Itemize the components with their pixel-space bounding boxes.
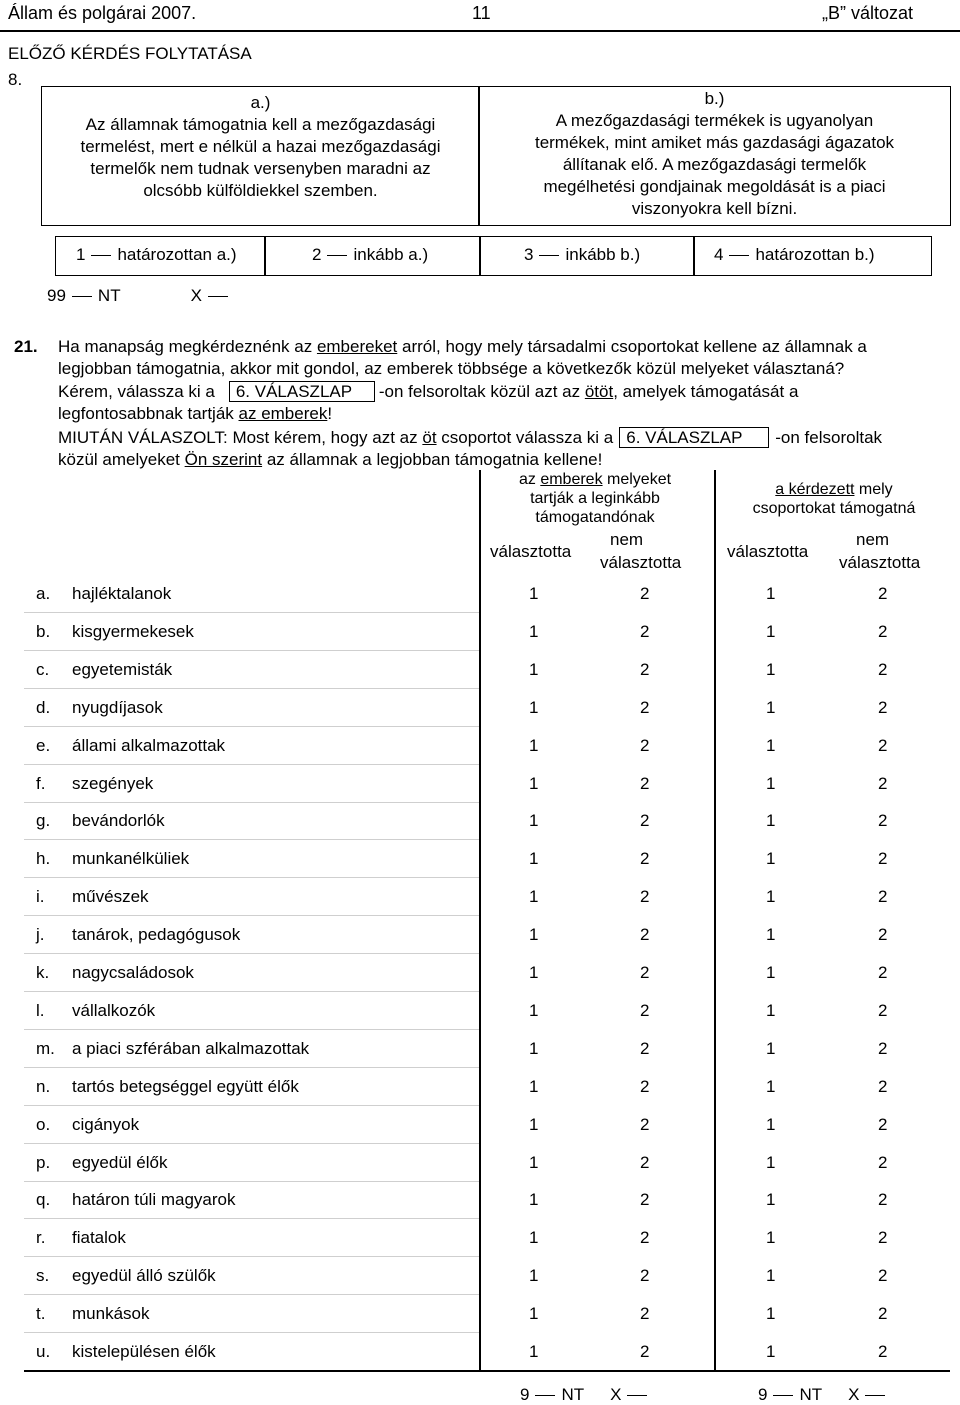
- row-label: tanárok, pedagógusok: [72, 925, 241, 945]
- row-separator: [24, 1294, 479, 1295]
- row-separator: [24, 1332, 479, 1333]
- code-respondent-selected[interactable]: 1: [766, 925, 776, 945]
- text: az államnak a legjobban támogatnia kellene!: [262, 450, 603, 469]
- code-respondent-selected[interactable]: 1: [766, 1076, 776, 1096]
- text: közül amelyeket: [58, 450, 185, 469]
- code-people-not-selected[interactable]: 2: [640, 1304, 650, 1324]
- code-respondent-not-selected[interactable]: 2: [878, 773, 888, 793]
- nt-code: 9: [758, 1385, 768, 1404]
- row-separator: [24, 1105, 479, 1106]
- code-people-selected[interactable]: 1: [529, 773, 539, 793]
- code-respondent-not-selected[interactable]: 2: [878, 811, 888, 831]
- text: -on felsoroltak közül azt az: [378, 382, 585, 401]
- code-people-selected[interactable]: 1: [529, 1038, 539, 1058]
- row-separator: [24, 1067, 479, 1068]
- question-number-21: 21.: [14, 337, 38, 356]
- code-people-selected[interactable]: 1: [529, 1304, 539, 1324]
- row-label: munkanélküliek: [72, 849, 190, 869]
- code-respondent-not-selected[interactable]: 2: [878, 735, 888, 755]
- col-header-respondent: [714, 480, 954, 518]
- code-respondent-selected[interactable]: 1: [766, 697, 776, 717]
- row-letter: p.: [36, 1152, 51, 1172]
- footer-nt-respondent[interactable]: [758, 1385, 891, 1405]
- code-respondent-selected[interactable]: 1: [766, 1190, 776, 1210]
- code-people-not-selected[interactable]: 2: [640, 849, 650, 869]
- row-separator: [24, 650, 479, 651]
- code-respondent-not-selected[interactable]: 2: [878, 621, 888, 641]
- code-people-selected[interactable]: 1: [529, 584, 539, 603]
- code-people-selected[interactable]: 1: [529, 963, 539, 982]
- row-letter: a.: [36, 584, 51, 603]
- row-label: egyetemisták: [72, 659, 173, 679]
- option-b-line: állítanak elő. A mezőgazdasági termelők: [562, 155, 867, 174]
- scale-option-2[interactable]: [312, 245, 428, 265]
- row-label: cigányok: [72, 1114, 140, 1134]
- code-people-selected[interactable]: 1: [529, 1114, 539, 1134]
- text: mely: [854, 481, 893, 498]
- row-label: tartós betegséggel együtt élők: [72, 1076, 299, 1096]
- code-respondent-not-selected[interactable]: 2: [878, 1342, 888, 1361]
- row-separator: [24, 1029, 479, 1030]
- text: támogatandónak: [535, 509, 655, 526]
- row-letter: h.: [36, 849, 51, 869]
- row-label: művészek: [72, 887, 149, 907]
- header-left: Állam és polgárai 2007.: [8, 3, 197, 23]
- code-respondent-selected[interactable]: 1: [766, 659, 776, 679]
- code-respondent-not-selected[interactable]: 2: [878, 1038, 888, 1058]
- code-people-selected[interactable]: 1: [529, 811, 539, 831]
- code-people-selected[interactable]: 1: [529, 1342, 539, 1361]
- code-people-not-selected[interactable]: 2: [640, 1190, 650, 1210]
- code-respondent-selected[interactable]: 1: [766, 735, 776, 755]
- row-label: egyedül álló szülők: [72, 1266, 216, 1286]
- scale-label: határozottan b.): [755, 245, 875, 264]
- row-separator: [24, 953, 479, 954]
- text-underlined: Ön szerint: [184, 450, 263, 469]
- row-letter: f.: [36, 773, 46, 793]
- row-letter: r.: [36, 1228, 46, 1248]
- x-label: X: [190, 286, 202, 305]
- page-number: 11: [472, 3, 491, 23]
- text: arról, hogy mely társadalmi csoportokat kellene az államnak a: [397, 337, 867, 356]
- text: legfontosabbnak tartják: [58, 404, 239, 423]
- code-people-selected[interactable]: 1: [529, 925, 539, 945]
- sub-header-not: nem: [610, 530, 644, 549]
- code-respondent-not-selected[interactable]: 2: [878, 849, 888, 869]
- q21-line-6: [58, 450, 602, 470]
- code-respondent-not-selected[interactable]: 2: [878, 1114, 888, 1134]
- row-label: bevándorlók: [72, 811, 165, 831]
- sub-header-not-2: választotta: [600, 553, 682, 572]
- row-label: fiatalok: [72, 1228, 126, 1248]
- code-respondent-selected[interactable]: 1: [766, 963, 776, 982]
- text-underlined: emberek: [540, 471, 603, 488]
- text: csoportokat támogatná: [752, 500, 916, 517]
- nt-option[interactable]: [47, 286, 234, 306]
- code-people-selected[interactable]: 1: [529, 1076, 539, 1096]
- code-respondent-not-selected[interactable]: 2: [878, 584, 888, 603]
- row-label: állami alkalmazottak: [72, 735, 226, 755]
- row-separator: [24, 1256, 479, 1257]
- code-people-not-selected[interactable]: 2: [640, 584, 650, 603]
- text-underlined: az emberek: [238, 404, 328, 423]
- code-respondent-not-selected[interactable]: 2: [878, 697, 888, 717]
- nt-label: NT: [799, 1385, 823, 1404]
- row-separator: [24, 764, 479, 765]
- row-letter: o.: [36, 1114, 51, 1134]
- scale-code: 3: [524, 245, 534, 264]
- code-respondent-not-selected[interactable]: 2: [878, 1000, 888, 1020]
- row-label: kisgyermekesek: [72, 621, 194, 641]
- text: MIUTÁN VÁLASZOLT: Most kérem, hogy azt az: [58, 428, 423, 447]
- code-people-not-selected[interactable]: 2: [640, 1038, 650, 1058]
- code-respondent-selected[interactable]: 1: [766, 1228, 776, 1248]
- scale-option-4[interactable]: [714, 245, 875, 265]
- row-separator: [24, 915, 479, 916]
- scale-divider: [264, 236, 266, 276]
- code-people-not-selected[interactable]: 2: [640, 963, 650, 982]
- x-label: X: [848, 1385, 860, 1404]
- scale-divider: [693, 236, 695, 276]
- code-people-not-selected[interactable]: 2: [640, 1228, 650, 1248]
- code-respondent-not-selected[interactable]: 2: [878, 1152, 888, 1172]
- text: !: [327, 404, 333, 423]
- text: , amelyek támogatását a: [613, 382, 799, 401]
- option-a-label: a.): [250, 93, 271, 112]
- row-label: a piaci szférában alkalmazottak: [72, 1038, 310, 1058]
- code-people-not-selected[interactable]: 2: [640, 1114, 650, 1134]
- option-a-box: [41, 86, 480, 226]
- answer-card-ref: 6. VÁLASZLAP: [619, 427, 769, 448]
- row-label: hajléktalanok: [72, 584, 172, 603]
- text: csoportot válassza ki a: [436, 428, 614, 447]
- scale-option-3[interactable]: [524, 245, 640, 265]
- text-underlined: embereket: [316, 337, 398, 356]
- text: az: [518, 471, 541, 488]
- code-people-not-selected[interactable]: 2: [640, 1000, 650, 1020]
- row-separator: [24, 688, 479, 689]
- text: Ha manapság megkérdeznénk az: [58, 337, 317, 356]
- code-people-selected[interactable]: 1: [529, 1190, 539, 1210]
- row-letter: b.: [36, 621, 51, 641]
- row-label: munkások: [72, 1304, 150, 1324]
- row-label: kistelepülésen élők: [72, 1342, 216, 1361]
- row-label: nyugdíjasok: [72, 697, 163, 717]
- code-respondent-not-selected[interactable]: 2: [878, 1266, 888, 1286]
- sub-header-selected: választotta: [727, 542, 809, 561]
- row-separator: [24, 839, 479, 840]
- header-rule: [0, 30, 960, 32]
- code-respondent-selected[interactable]: 1: [766, 1152, 776, 1172]
- row-separator: [24, 991, 479, 992]
- option-a-line: termelők nem tudnak versenyben maradni az: [90, 159, 431, 178]
- row-letter: g.: [36, 811, 51, 831]
- row-letter: k.: [36, 963, 50, 982]
- code-people-selected[interactable]: 1: [529, 1000, 539, 1020]
- code-people-selected[interactable]: 1: [529, 735, 539, 755]
- nt-code: 99: [47, 286, 66, 305]
- table-divider: [714, 470, 716, 1372]
- code-respondent-not-selected[interactable]: 2: [878, 963, 888, 982]
- code-people-not-selected[interactable]: 2: [640, 1152, 650, 1172]
- code-people-selected[interactable]: 1: [529, 887, 539, 907]
- code-respondent-selected[interactable]: 1: [766, 1038, 776, 1058]
- row-letter: c.: [36, 659, 50, 679]
- row-label: nagycsaládosok: [72, 963, 194, 982]
- row-letter: d.: [36, 697, 51, 717]
- row-letter: j.: [36, 925, 45, 945]
- row-label: egyedül élők: [72, 1152, 168, 1172]
- code-respondent-selected[interactable]: 1: [766, 773, 776, 793]
- row-separator: [24, 877, 479, 878]
- footer-nt-people[interactable]: [520, 1385, 653, 1405]
- code-respondent-not-selected[interactable]: 2: [878, 659, 888, 679]
- text: -on felsoroltak: [775, 428, 883, 447]
- option-b-box: [478, 86, 951, 226]
- row-label: határon túli magyarok: [72, 1190, 236, 1210]
- code-respondent-selected[interactable]: 1: [766, 584, 776, 603]
- code-respondent-not-selected[interactable]: 2: [878, 1228, 888, 1248]
- scale-code: 4: [714, 245, 724, 264]
- row-label: vállalkozók: [72, 1000, 156, 1020]
- scale-code: 1: [76, 245, 86, 264]
- option-b-line: viszonyokra kell bízni.: [631, 199, 798, 218]
- row-separator: [24, 802, 479, 803]
- sub-header-selected: választotta: [490, 542, 572, 561]
- row-letter: l.: [36, 1000, 45, 1020]
- code-people-not-selected[interactable]: 2: [640, 621, 650, 641]
- row-letter: m.: [36, 1038, 55, 1058]
- scale-label: inkább a.): [353, 245, 429, 264]
- code-people-selected[interactable]: 1: [529, 659, 539, 679]
- scale-option-1[interactable]: [76, 245, 237, 265]
- code-respondent-not-selected[interactable]: 2: [878, 925, 888, 945]
- code-people-not-selected[interactable]: 2: [640, 1342, 650, 1361]
- row-letter: n.: [36, 1076, 51, 1096]
- x-label: X: [610, 1385, 622, 1404]
- q21-line-4: [58, 404, 332, 424]
- row-separator: [24, 612, 479, 613]
- option-a-line: olcsóbb külföldiekkel szemben.: [143, 181, 378, 200]
- code-respondent-not-selected[interactable]: 2: [878, 887, 888, 907]
- code-people-not-selected[interactable]: 2: [640, 925, 650, 945]
- row-letter: e.: [36, 735, 51, 755]
- code-people-not-selected[interactable]: 2: [640, 1266, 650, 1286]
- question-number-8: 8.: [8, 70, 23, 89]
- scale-code: 2: [312, 245, 322, 264]
- text: tartják a leginkább: [530, 490, 660, 507]
- code-people-selected[interactable]: 1: [529, 849, 539, 869]
- code-respondent-not-selected[interactable]: 2: [878, 1304, 888, 1324]
- code-respondent-selected[interactable]: 1: [766, 1266, 776, 1286]
- text: melyeket: [602, 471, 672, 488]
- code-respondent-selected[interactable]: 1: [766, 849, 776, 869]
- header-right: „B” változat: [822, 3, 914, 23]
- sub-header-not: nem: [856, 530, 890, 549]
- option-b-line: A mezőgazdasági termékek is ugyanolyan: [555, 111, 874, 130]
- row-letter: q.: [36, 1190, 51, 1210]
- option-b-label: b.): [704, 89, 725, 108]
- code-respondent-selected[interactable]: 1: [766, 621, 776, 641]
- code-respondent-selected[interactable]: 1: [766, 887, 776, 907]
- code-people-not-selected[interactable]: 2: [640, 1076, 650, 1096]
- text-underlined: öt: [422, 428, 437, 447]
- code-people-not-selected[interactable]: 2: [640, 887, 650, 907]
- code-people-selected[interactable]: 1: [529, 1228, 539, 1248]
- scale-label: határozottan a.): [117, 245, 237, 264]
- code-respondent-selected[interactable]: 1: [766, 1114, 776, 1134]
- row-letter: i.: [36, 887, 45, 907]
- row-separator: [24, 1218, 479, 1219]
- code-respondent-selected[interactable]: 1: [766, 1000, 776, 1020]
- row-separator: [24, 726, 479, 727]
- code-respondent-selected[interactable]: 1: [766, 1304, 776, 1324]
- code-people-not-selected[interactable]: 2: [640, 773, 650, 793]
- row-separator: [24, 1143, 479, 1144]
- q21-line-1: [58, 337, 867, 357]
- code-people-selected[interactable]: 1: [529, 1266, 539, 1286]
- code-respondent-not-selected[interactable]: 2: [878, 1190, 888, 1210]
- text: Kérem, válassza ki a: [58, 382, 215, 401]
- option-a-line: Az államnak támogatnia kell a mezőgazdasági: [85, 115, 436, 134]
- code-respondent-selected[interactable]: 1: [766, 1342, 776, 1361]
- option-b-line: termékek, mint amiket más gazdasági ágazatok: [534, 133, 895, 152]
- text-underlined: a kérdezett: [775, 481, 855, 498]
- col-header-people: [480, 470, 710, 527]
- code-people-not-selected[interactable]: 2: [640, 697, 650, 717]
- code-people-selected[interactable]: 1: [529, 1152, 539, 1172]
- sub-header-not-2: választotta: [839, 553, 921, 572]
- table-bottom-rule: [24, 1370, 950, 1372]
- q21-line-3: [58, 381, 798, 402]
- code-respondent-not-selected[interactable]: 2: [878, 1076, 888, 1096]
- code-people-selected[interactable]: 1: [529, 697, 539, 717]
- row-letter: t.: [36, 1304, 46, 1324]
- row-label: szegények: [72, 773, 154, 793]
- nt-code: 9: [520, 1385, 530, 1404]
- code-people-not-selected[interactable]: 2: [640, 659, 650, 679]
- table-divider: [479, 470, 481, 1372]
- scale-label: inkább b.): [565, 245, 641, 264]
- text-underlined: ötöt: [584, 382, 614, 401]
- q21-line-5: [58, 427, 882, 448]
- q21-line-2: legjobban támogatnia, akkor mit gondol, az emberek többsége a következők közül melyeket választaná?: [58, 359, 845, 378]
- answer-card-ref: 6. VÁLASZLAP: [229, 381, 375, 402]
- code-people-selected[interactable]: 1: [529, 621, 539, 641]
- nt-label: NT: [561, 1385, 585, 1404]
- row-letter: s.: [36, 1266, 50, 1286]
- option-b-line: megélhetési gondjainak megoldását is a piaci: [543, 177, 886, 196]
- code-people-not-selected[interactable]: 2: [640, 811, 650, 831]
- scale-divider: [479, 236, 481, 276]
- code-respondent-selected[interactable]: 1: [766, 811, 776, 831]
- nt-label: NT: [97, 286, 121, 305]
- option-a-line: termelést, mert e nélkül a hazai mezőgazdasági: [80, 137, 441, 156]
- row-separator: [24, 1181, 479, 1182]
- row-letter: u.: [36, 1342, 51, 1361]
- code-people-not-selected[interactable]: 2: [640, 735, 650, 755]
- continuation-label: ELŐZŐ KÉRDÉS FOLYTATÁSA: [8, 44, 252, 63]
